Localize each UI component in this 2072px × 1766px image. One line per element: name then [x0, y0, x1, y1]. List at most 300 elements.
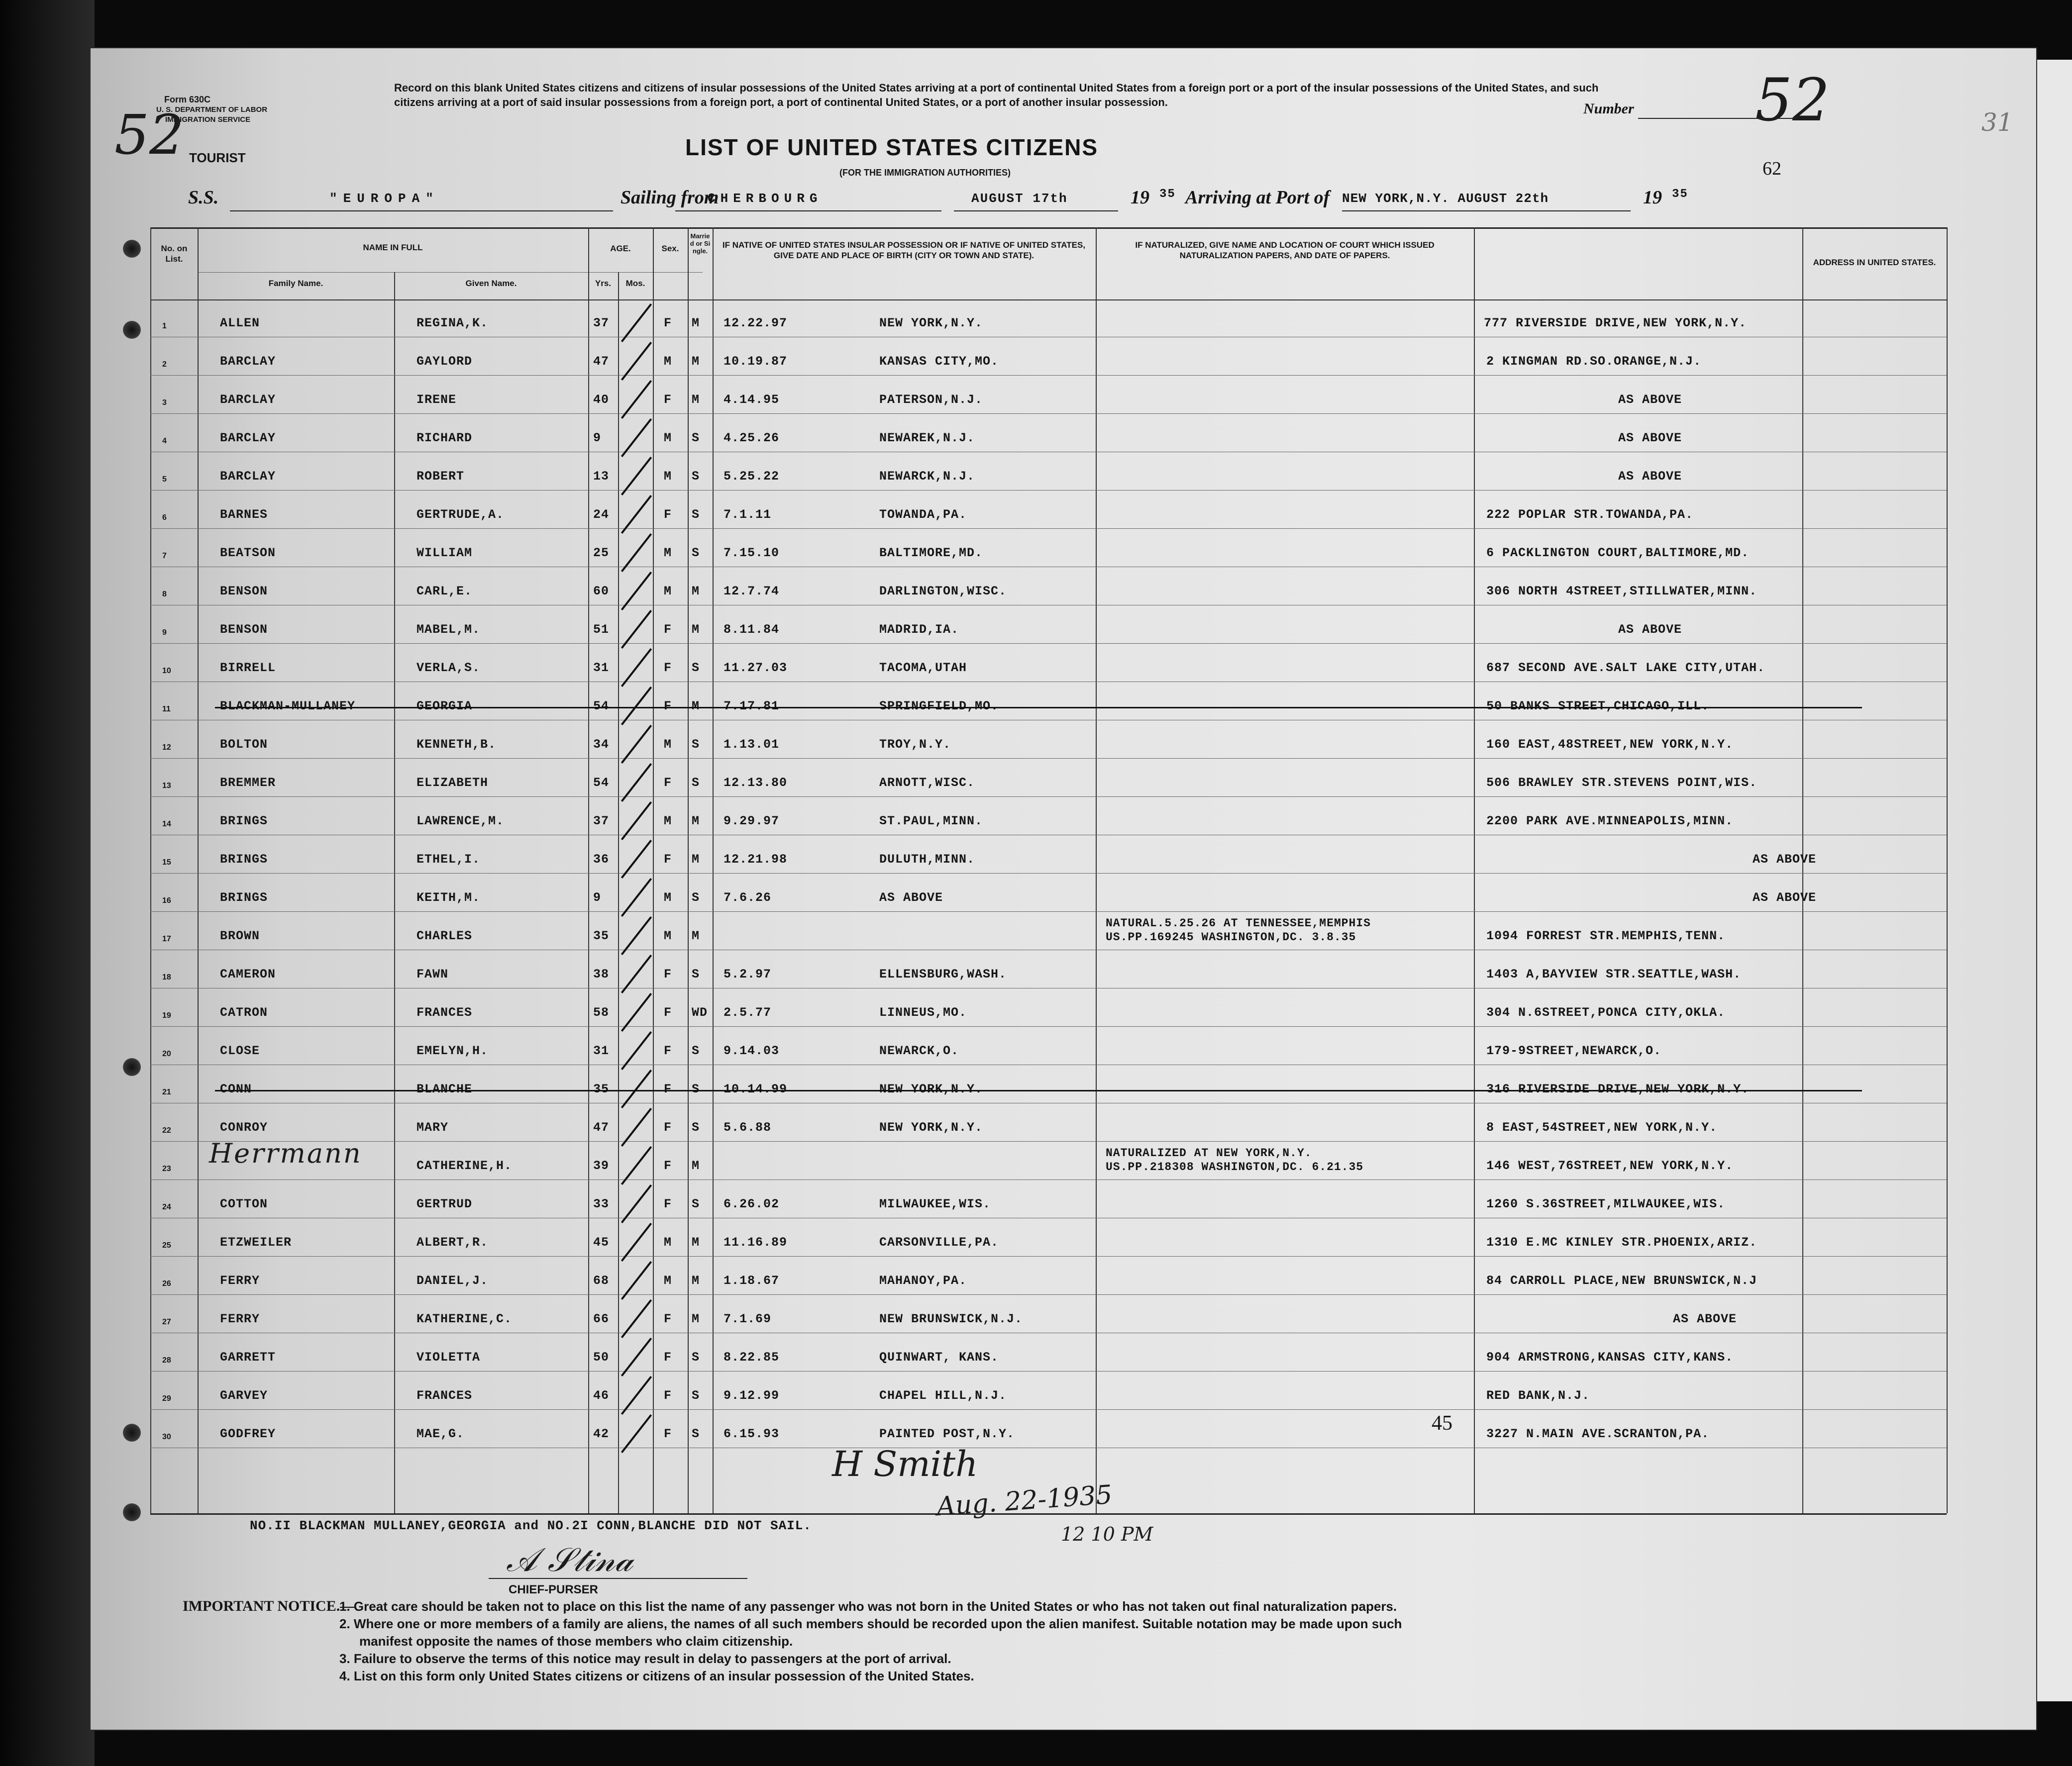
- cell-date: 2.5.77: [724, 1005, 772, 1020]
- cell-sex: F: [664, 852, 672, 867]
- cell-no: 25: [162, 1241, 171, 1250]
- col-yrs: Yrs.: [595, 279, 612, 288]
- binder-hole: [123, 240, 141, 258]
- cell-age: 9: [593, 431, 602, 445]
- count-45: 45: [1432, 1412, 1452, 1435]
- cell-given: ELIZABETH: [416, 776, 489, 790]
- cell-ms: S: [692, 469, 700, 484]
- cell-date: 12.22.97: [724, 316, 788, 330]
- cell-address: 179-9STREET,NEWARCK,O.: [1486, 1044, 1662, 1058]
- cell-family: CLOSE: [220, 1044, 260, 1058]
- col-family: Family Name.: [268, 279, 323, 288]
- cell-given: WILLIAM: [416, 546, 473, 560]
- scan-shadow: [0, 0, 95, 1766]
- cell-age: 47: [593, 1120, 610, 1135]
- cell-no: 10: [162, 667, 171, 675]
- cell-ms: S: [692, 776, 700, 790]
- cell-family: BARCLAY: [220, 469, 276, 484]
- cell-place: NEWARCK,N.J.: [879, 469, 975, 484]
- did-not-sail-note: NO.II BLACKMAN MULLANEY,GEORGIA and NO.2I CONN,BLANCHE DID NOT SAIL.: [250, 1518, 812, 1533]
- cell-no: 3: [162, 398, 167, 407]
- cell-sex: F: [664, 507, 672, 522]
- cell-age: 25: [593, 546, 610, 560]
- cell-ms: S: [692, 546, 700, 560]
- cell-date: 12.13.80: [724, 776, 788, 790]
- cell-family: BENSON: [220, 622, 268, 637]
- cell-sex: M: [664, 929, 672, 943]
- cell-place: NEWARCK,O.: [879, 1044, 959, 1058]
- cell-place: SPRINGFIELD,MO.: [879, 699, 999, 713]
- cell-age: 47: [593, 354, 610, 369]
- cell-ms: M: [692, 584, 700, 598]
- cell-no: 7: [162, 552, 167, 560]
- cell-no: 12: [162, 743, 171, 752]
- cell-address: 1310 E.MC KINLEY STR.PHOENIX,ARIZ.: [1486, 1235, 1758, 1250]
- cell-address: 1094 FORREST STR.MEMPHIS,TENN.: [1486, 929, 1726, 943]
- cell-family: GARVEY: [220, 1388, 268, 1403]
- cell-sex: M: [664, 469, 672, 484]
- cell-ms: M: [692, 1235, 700, 1250]
- col-no: No. on List.: [161, 244, 188, 264]
- cell-date: 11.27.03: [724, 661, 788, 675]
- cell-family: CONN: [220, 1082, 252, 1096]
- cell-age: 51: [593, 622, 610, 637]
- cell-given: RICHARD: [416, 431, 473, 445]
- cell-sex: F: [664, 1312, 672, 1326]
- cell-family: BEATSON: [220, 546, 276, 560]
- cell-place: PATERSON,N.J.: [879, 392, 983, 407]
- sailing-from-label: Sailing from: [621, 187, 719, 208]
- cell-sex: M: [664, 354, 672, 369]
- notice-2b: manifest opposite the names of those members who claim citizenship.: [359, 1634, 793, 1649]
- page-title: LIST OF UNITED STATES CITIZENS: [685, 134, 1099, 160]
- cell-address: 222 POPLAR STR.TOWANDA,PA.: [1486, 507, 1694, 522]
- cell-sex: M: [664, 1235, 672, 1250]
- number-label: Number: [1583, 100, 1634, 117]
- cell-naturalized-1: NATURAL.5.25.26 AT TENNESSEE,MEMPHIS: [1106, 917, 1371, 930]
- cell-ms: S: [692, 1082, 700, 1096]
- cell-naturalized-2: US.PP.169245 WASHINGTON,DC. 3.8.35: [1106, 931, 1356, 944]
- cell-given: GAYLORD: [416, 354, 473, 369]
- cell-age: 34: [593, 737, 610, 752]
- service-label: IMMIGRATION SERVICE: [165, 115, 251, 124]
- binder-hole: [123, 1503, 141, 1521]
- cell-family: ALLEN: [220, 316, 260, 330]
- cell-age: 31: [593, 1044, 610, 1058]
- cell-age: 42: [593, 1427, 610, 1441]
- cell-sex: F: [664, 699, 672, 713]
- cell-ms: S: [692, 431, 700, 445]
- cell-place: AS ABOVE: [879, 890, 943, 905]
- year-prefix-1: 19: [1131, 187, 1149, 208]
- cell-sex: F: [664, 316, 672, 330]
- cell-place: NEW YORK,N.Y.: [879, 316, 983, 330]
- cell-ms: S: [692, 1427, 700, 1441]
- cell-sex: F: [664, 661, 672, 675]
- corner-mark: 62: [1762, 158, 1781, 179]
- cell-date: 7.17.81: [724, 699, 780, 713]
- cell-family: BROWN: [220, 929, 260, 943]
- cell-given: FAWN: [416, 967, 449, 981]
- cell-given: LAWRENCE,M.: [416, 814, 505, 828]
- cell-place: MAHANOY,PA.: [879, 1274, 967, 1288]
- cell-age: 40: [593, 392, 610, 407]
- cell-address: 304 N.6STREET,PONCA CITY,OKLA.: [1486, 1005, 1726, 1020]
- cell-ms: M: [692, 316, 700, 330]
- cell-given: IRENE: [416, 392, 457, 407]
- cell-family: FERRY: [220, 1274, 260, 1288]
- cell-ms: S: [692, 1350, 700, 1365]
- notice-2a: 2. Where one or more members of a family are aliens, the names of all such members should be recorded upon the alien manifest. Suitable notation may be made upon such: [339, 1616, 1402, 1631]
- cell-place: DULUTH,MINN.: [879, 852, 975, 867]
- cell-date: 4.14.95: [724, 392, 780, 407]
- notice-label: IMPORTANT NOTICE.—: [183, 1598, 355, 1614]
- col-given: Given Name.: [465, 279, 517, 288]
- cell-given: GERTRUD: [416, 1197, 473, 1211]
- cell-age: 9: [593, 890, 602, 905]
- cell-ms: S: [692, 1044, 700, 1058]
- number-value: 52: [1755, 66, 1830, 134]
- cell-family: CATRON: [220, 1005, 268, 1020]
- cell-no: 19: [162, 1011, 171, 1020]
- cell-no: 2: [162, 360, 167, 369]
- cell-given: BLANCHE: [416, 1082, 473, 1096]
- cell-date: 5.6.88: [724, 1120, 772, 1135]
- cell-no: 11: [162, 705, 171, 713]
- cell-given: VIOLETTA: [416, 1350, 481, 1365]
- cell-sex: M: [664, 737, 672, 752]
- arrive-year: 35: [1672, 188, 1688, 201]
- cell-date: 7.1.11: [724, 507, 772, 522]
- cell-date: 5.25.22: [724, 469, 780, 484]
- cell-date: 6.15.93: [724, 1427, 780, 1441]
- cell-family: CONROY: [220, 1120, 268, 1135]
- cell-date: 6.26.02: [724, 1197, 780, 1211]
- cell-naturalized-2: US.PP.218308 WASHINGTON,DC. 6.21.35: [1106, 1161, 1364, 1174]
- cell-no: 13: [162, 782, 171, 790]
- cell-sex: M: [664, 584, 672, 598]
- cell-no: 26: [162, 1279, 171, 1288]
- col-mos: Mos.: [625, 279, 645, 288]
- cell-no: 20: [162, 1050, 171, 1058]
- col-sex: Sex.: [661, 244, 679, 253]
- cell-date: 9.12.99: [724, 1388, 780, 1403]
- cell-age: 68: [593, 1274, 610, 1288]
- cell-address: AS ABOVE: [1673, 1312, 1737, 1326]
- cell-age: 37: [593, 814, 610, 828]
- cell-ms: S: [692, 737, 700, 752]
- cell-date: 4.25.26: [724, 431, 780, 445]
- cell-no: 29: [162, 1394, 171, 1403]
- cell-ms: S: [692, 967, 700, 981]
- cell-age: 37: [593, 316, 610, 330]
- cell-sex: M: [664, 431, 672, 445]
- cell-age: 24: [593, 507, 610, 522]
- cell-date: 9.29.97: [724, 814, 780, 828]
- cell-date: 5.2.97: [724, 967, 772, 981]
- cell-family: ETZWEILER: [220, 1235, 292, 1250]
- cell-sex: F: [664, 1388, 672, 1403]
- cell-sex: F: [664, 1120, 672, 1135]
- cell-age: 36: [593, 852, 610, 867]
- cell-place: NEW YORK,N.Y.: [879, 1120, 983, 1135]
- cell-age: 39: [593, 1159, 610, 1173]
- cell-given: GERTRUDE,A.: [416, 507, 505, 522]
- inspector-signature: H Smith: [832, 1444, 978, 1484]
- cell-given: GEORGIA: [416, 699, 473, 713]
- cell-no: 4: [162, 437, 167, 445]
- cell-date: 7.6.26: [724, 890, 772, 905]
- cell-place: DARLINGTON,WISC.: [879, 584, 1007, 598]
- cell-ms: M: [692, 622, 700, 637]
- strike-through: [215, 1090, 1862, 1091]
- cell-ms: M: [692, 929, 700, 943]
- cell-no: 5: [162, 475, 167, 484]
- cell-age: 38: [593, 967, 610, 981]
- cell-given: CATHERINE,H.: [416, 1159, 513, 1173]
- cell-date: 12.7.74: [724, 584, 780, 598]
- cell-no: 9: [162, 628, 167, 637]
- cell-age: 13: [593, 469, 610, 484]
- cell-place: ARNOTT,WISC.: [879, 776, 975, 790]
- cell-ms: M: [692, 1312, 700, 1326]
- cell-family: BREMMER: [220, 776, 276, 790]
- cell-family: BARNES: [220, 507, 268, 522]
- cell-family: BENSON: [220, 584, 268, 598]
- cell-age: 35: [593, 1082, 610, 1096]
- cell-address: 1403 A,BAYVIEW STR.SEATTLE,WASH.: [1486, 967, 1742, 981]
- cell-address: 146 WEST,76STREET,NEW YORK,N.Y.: [1486, 1159, 1734, 1173]
- cell-address: 306 NORTH 4STREET,STILLWATER,MINN.: [1486, 584, 1758, 598]
- cell-given: MAE,G.: [416, 1427, 465, 1441]
- cell-ms: M: [692, 814, 700, 828]
- cell-date: 8.22.85: [724, 1350, 780, 1365]
- cell-no: 17: [162, 935, 171, 943]
- cell-ms: WD: [692, 1005, 708, 1020]
- cell-date: 1.18.67: [724, 1274, 780, 1288]
- cell-given: EMELYN,H.: [416, 1044, 489, 1058]
- binder-hole: [123, 1424, 141, 1442]
- col-name-in-full: NAME IN FULL: [363, 243, 423, 252]
- cell-address: AS ABOVE: [1618, 622, 1682, 637]
- cell-family: BRINGS: [220, 814, 268, 828]
- form-number: Form 630C: [164, 95, 211, 104]
- cell-ms: S: [692, 890, 700, 905]
- manifest-sheet: [90, 47, 2037, 1731]
- cell-family: GODFREY: [220, 1427, 276, 1441]
- adjacent-page-edge: [2035, 60, 2072, 1701]
- cell-date: 7.15.10: [724, 546, 780, 560]
- cell-no: 15: [162, 858, 171, 867]
- cell-sex: F: [664, 1350, 672, 1365]
- cell-sex: F: [664, 1197, 672, 1211]
- cell-place: BALTIMORE,MD.: [879, 546, 983, 560]
- cell-address: 1260 S.36STREET,MILWAUKEE,WIS.: [1486, 1197, 1726, 1211]
- cell-address: 160 EAST,48STREET,NEW YORK,N.Y.: [1486, 737, 1734, 752]
- cell-no: 18: [162, 973, 171, 981]
- col-naturalized: IF NATURALIZED, GIVE NAME AND LOCATION OF COURT WHICH ISSUED NATURALIZATION PAPERS, AND DATE OF PAPERS.: [1135, 240, 1435, 260]
- cell-age: 58: [593, 1005, 610, 1020]
- cell-no: 14: [162, 820, 171, 828]
- ss-label: S.S.: [188, 187, 219, 208]
- cell-address: 3227 N.MAIN AVE.SCRANTON,PA.: [1486, 1427, 1710, 1441]
- cell-ms: M: [692, 392, 700, 407]
- cell-place: PAINTED POST,N.Y.: [879, 1427, 1015, 1441]
- cell-place: KANSAS CITY,MO.: [879, 354, 999, 369]
- cell-given: REGINA,K.: [416, 316, 489, 330]
- cell-sex: M: [664, 1274, 672, 1288]
- cell-given: ETHEL,I.: [416, 852, 481, 867]
- cell-sex: M: [664, 546, 672, 560]
- notice-4: 4. List on this form only United States citizens or citizens of an insular possession of the United States.: [339, 1668, 974, 1683]
- handwritten-date: Aug. 22-1935: [935, 1479, 1114, 1522]
- arrival-port: NEW YORK,N.Y. AUGUST 22th: [1342, 191, 1549, 206]
- cell-given: ROBERT: [416, 469, 465, 484]
- from-port: CHERBOURG: [708, 191, 823, 206]
- cell-given: CHARLES: [416, 929, 473, 943]
- cell-place: ELLENSBURG,WASH.: [879, 967, 1007, 981]
- cell-address: 687 SECOND AVE.SALT LAKE CITY,UTAH.: [1486, 661, 1765, 675]
- cell-family: BIRRELL: [220, 661, 276, 675]
- cell-ms: S: [692, 507, 700, 522]
- cell-date: 8.11.84: [724, 622, 780, 637]
- cell-address: RED BANK,N.J.: [1486, 1388, 1590, 1403]
- cell-address: AS ABOVE: [1618, 469, 1682, 484]
- cell-place: NEW BRUNSWICK,N.J.: [879, 1312, 1023, 1326]
- cell-ms: M: [692, 699, 700, 713]
- cell-no: 1: [162, 322, 167, 330]
- cell-sex: F: [664, 776, 672, 790]
- cell-address: AS ABOVE: [1753, 890, 1817, 905]
- cell-no: 23: [162, 1165, 171, 1173]
- col-birth: IF NATIVE OF UNITED STATES INSULAR POSSESSION OR IF NATIVE OF UNITED STATES, GIVE DATE AND PLACE OF BIRTH (CITY OR TOWN AND STATE).: [722, 240, 1086, 260]
- cell-address: 84 CARROLL PLACE,NEW BRUNSWICK,N.J: [1486, 1274, 1758, 1288]
- cell-sex: F: [664, 967, 672, 981]
- cell-ms: M: [692, 1159, 700, 1173]
- cell-ms: S: [692, 1388, 700, 1403]
- cell-place: MADRID,IA.: [879, 622, 959, 637]
- handwritten-herrmann: Herrmann: [209, 1138, 362, 1169]
- cell-address: 777 RIVERSIDE DRIVE,NEW YORK,N.Y.: [1484, 316, 1747, 330]
- cell-address: AS ABOVE: [1753, 852, 1817, 867]
- cell-given: ALBERT,R.: [416, 1235, 489, 1250]
- cell-age: 50: [593, 1350, 610, 1365]
- page-subtitle: (FOR THE IMMIGRATION AUTHORITIES): [839, 168, 1011, 178]
- cell-date: 1.13.01: [724, 737, 780, 752]
- cell-place: TOWANDA,PA.: [879, 507, 967, 522]
- cell-date: 12.21.98: [724, 852, 788, 867]
- cell-given: MARY: [416, 1120, 449, 1135]
- cell-address: 2 KINGMAN RD.SO.ORANGE,N.J.: [1486, 354, 1702, 369]
- cell-no: 6: [162, 513, 167, 522]
- cell-age: 45: [593, 1235, 610, 1250]
- cell-naturalized-1: NATURALIZED AT NEW YORK,N.Y.: [1106, 1147, 1312, 1160]
- class-label: TOURIST: [189, 150, 246, 165]
- cell-address: 316 RIVERSIDE DRIVE,NEW YORK,N.Y.: [1486, 1082, 1750, 1096]
- chief-purser-label: CHIEF-PURSER: [509, 1583, 599, 1596]
- cell-family: COTTON: [220, 1197, 268, 1211]
- cell-no: 24: [162, 1203, 171, 1211]
- cell-place: NEWAREK,N.J.: [879, 431, 975, 445]
- handwritten-time: 12 10 PM: [1061, 1523, 1153, 1545]
- cell-age: 54: [593, 776, 610, 790]
- binder-hole: [123, 1058, 141, 1076]
- cell-address: 8 EAST,54STREET,NEW YORK,N.Y.: [1486, 1120, 1718, 1135]
- cell-sex: M: [664, 890, 672, 905]
- cell-date: 10.19.87: [724, 354, 788, 369]
- cell-age: 35: [593, 929, 610, 943]
- binder-hole: [123, 321, 141, 339]
- cell-place: LINNEUS,MO.: [879, 1005, 967, 1020]
- cell-given: FRANCES: [416, 1388, 473, 1403]
- cell-no: 28: [162, 1356, 171, 1365]
- cell-ms: S: [692, 1197, 700, 1211]
- cell-ms: M: [692, 1274, 700, 1288]
- cell-given: KEITH,M.: [416, 890, 481, 905]
- cell-sex: F: [664, 392, 672, 407]
- cell-no: 21: [162, 1088, 171, 1096]
- cell-given: MABEL,M.: [416, 622, 481, 637]
- cell-date: 9.14.03: [724, 1044, 780, 1058]
- cell-address: AS ABOVE: [1618, 392, 1682, 407]
- cell-place: NEW YORK,N.Y.: [879, 1082, 983, 1096]
- cell-given: DANIEL,J.: [416, 1274, 489, 1288]
- depart-date: AUGUST 17th: [971, 191, 1068, 206]
- notice-1: 1. Great care should be taken not to place on this list the name of any passenger who was not born in the United States or who has not taken out final naturalization papers.: [339, 1599, 1397, 1614]
- arriving-label: Arriving at Port of: [1185, 187, 1330, 208]
- cell-family: FERRY: [220, 1312, 260, 1326]
- cell-date: 7.1.69: [724, 1312, 772, 1326]
- cell-place: TROY,N.Y.: [879, 737, 951, 752]
- cell-sex: F: [664, 1082, 672, 1096]
- cell-no: 27: [162, 1318, 171, 1326]
- intro-text: Record on this blank United States citizens and citizens of insular possessions of the United States arriving at a port of continental United States from a foreign port or a port of the insular possessions of the United States, and such citizens arriving at a port of said insular possessions from a foreign port, a port of continental United States, or a port of another insular possession.: [394, 82, 1599, 108]
- cell-age: 60: [593, 584, 610, 598]
- cell-age: 46: [593, 1388, 610, 1403]
- cell-ms: M: [692, 852, 700, 867]
- ship-name: "EUROPA": [329, 191, 439, 206]
- strike-through: [215, 707, 1862, 708]
- col-age: AGE.: [610, 244, 631, 253]
- cell-sex: F: [664, 1427, 672, 1441]
- cell-family: BARCLAY: [220, 354, 276, 369]
- cell-family: BARCLAY: [220, 431, 276, 445]
- cell-sex: F: [664, 1005, 672, 1020]
- page-mark: 31: [1981, 108, 2013, 137]
- cell-address: AS ABOVE: [1618, 431, 1682, 445]
- cell-no: 22: [162, 1126, 171, 1135]
- cell-place: ST.PAUL,MINN.: [879, 814, 983, 828]
- cell-ms: S: [692, 661, 700, 675]
- cell-family: BOLTON: [220, 737, 268, 752]
- year-prefix-2: 19: [1643, 187, 1662, 208]
- depart-year: 35: [1159, 188, 1176, 201]
- cell-family: BLACKMAN-MULLANEY: [220, 699, 356, 713]
- cell-ms: S: [692, 1120, 700, 1135]
- cell-date: 10.14.99: [724, 1082, 788, 1096]
- cell-given: FRANCES: [416, 1005, 473, 1020]
- cell-address: 904 ARMSTRONG,KANSAS CITY,KANS.: [1486, 1350, 1734, 1365]
- cell-place: MILWAUKEE,WIS.: [879, 1197, 991, 1211]
- cell-family: BRINGS: [220, 890, 268, 905]
- cell-address: 506 BRAWLEY STR.STEVENS POINT,WIS.: [1486, 776, 1758, 790]
- cell-sex: M: [664, 814, 672, 828]
- cell-address: 2200 PARK AVE.MINNEAPOLIS,MINN.: [1486, 814, 1734, 828]
- cell-age: 54: [593, 699, 610, 713]
- cell-ms: M: [692, 354, 700, 369]
- department-label: U. S. DEPARTMENT OF LABOR: [156, 105, 268, 114]
- col-address: ADDRESS IN UNITED STATES.: [1813, 258, 1936, 267]
